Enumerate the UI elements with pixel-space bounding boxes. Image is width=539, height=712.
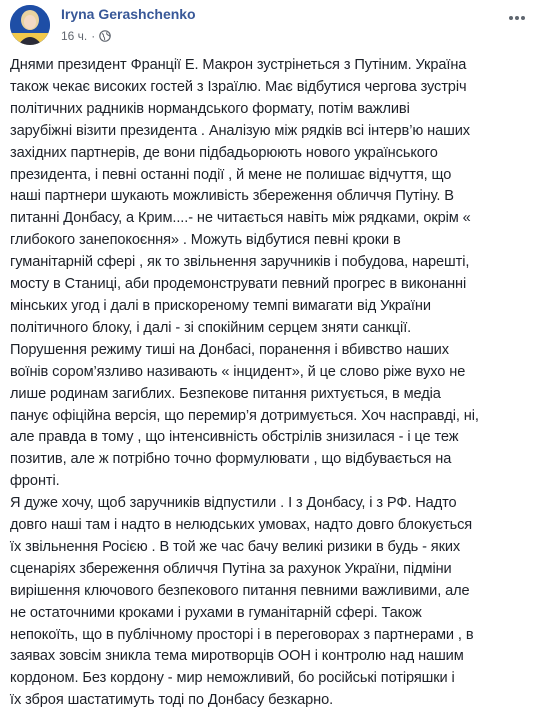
avatar-image bbox=[10, 5, 50, 45]
post-body bbox=[10, 55, 533, 712]
post-header bbox=[0, 0, 539, 62]
post-meta bbox=[61, 29, 111, 43]
meta-separator: · bbox=[91, 29, 96, 43]
post-paragraph: Порушення режиму тиші на Донбасі, поранення і вбивство наших воїнів сором’язливо називають « інцидент», й це слово ріже вухо не лише родинам загиблих. Безпекове питання рихтується, в медіа панує офіційна версія, що перемир’я дотримується. Хоч насправді, ні, але правда в тому , що інтенсивність обстрілів знизилася - і це теж позитив, але ж потрібно точно формулювати , що відбувається на фронті. bbox=[10, 341, 479, 490]
more-options-icon[interactable] bbox=[507, 10, 527, 20]
author-avatar[interactable] bbox=[10, 5, 50, 45]
author-name[interactable]: Iryna Gerashchenko bbox=[61, 6, 196, 22]
post-paragraph: Днями президент Франції Е. Макрон зустрінеться з Путіним. Україна також чекає високих гостей з Ізраїлю. Має відбутися чергова зустріч політичних радників нормандського формату, потім важливі зарубіжні візити президента . Аналізую між рядків всі інтерв’ю наших західних партнерів, де вони підбадьорюють нового українського президента, і певні останні події , й мене не полишає відчуття, що наші партнери шукають можливість збереження обличчя Путіну. В питанні Донбасу, а Крим....- не читається навіть між рядками, окрім « глибокого занепокоєння» . Можуть відбутися певні кроки в гуманітарній сфері , як то звільнення заручників і побудова, нарешті, мосту в Станиці, аби продемонструвати певний прогрес в виконанні мінських угод і далі в прискореному темпі вимагати від України політичного блоку, і далі - зі спокійним серцем зняти санкції. bbox=[10, 57, 471, 336]
post-timestamp[interactable]: 16 ч. bbox=[61, 29, 88, 43]
globe-icon[interactable] bbox=[99, 30, 111, 42]
post-paragraph: Я дуже хочу, щоб заручників відпустили . І з Донбасу, і з РФ. Надто довго наші там і надто в нелюдських умовах, надто довго блокується їх звільнення Росією . В той же час бачу великі ризики в будь - яких сценаріях збереження обличчя Путіна за рахунок України, підміни вирішення ключового безпекового питання певними важливими, але не остаточними кроками і рухами в гуманітарній сфері. Також непокоїть, що в публічному просторі і в переговорах з партнерами , в заявах зовсім зникла тема миротворців ООН і контролю над нашим кордоном. Без кордону - мир неможливий, бо російські потіряшки і їх зброя шастатимуть тоді по Донбасу безкарно. bbox=[10, 495, 474, 709]
